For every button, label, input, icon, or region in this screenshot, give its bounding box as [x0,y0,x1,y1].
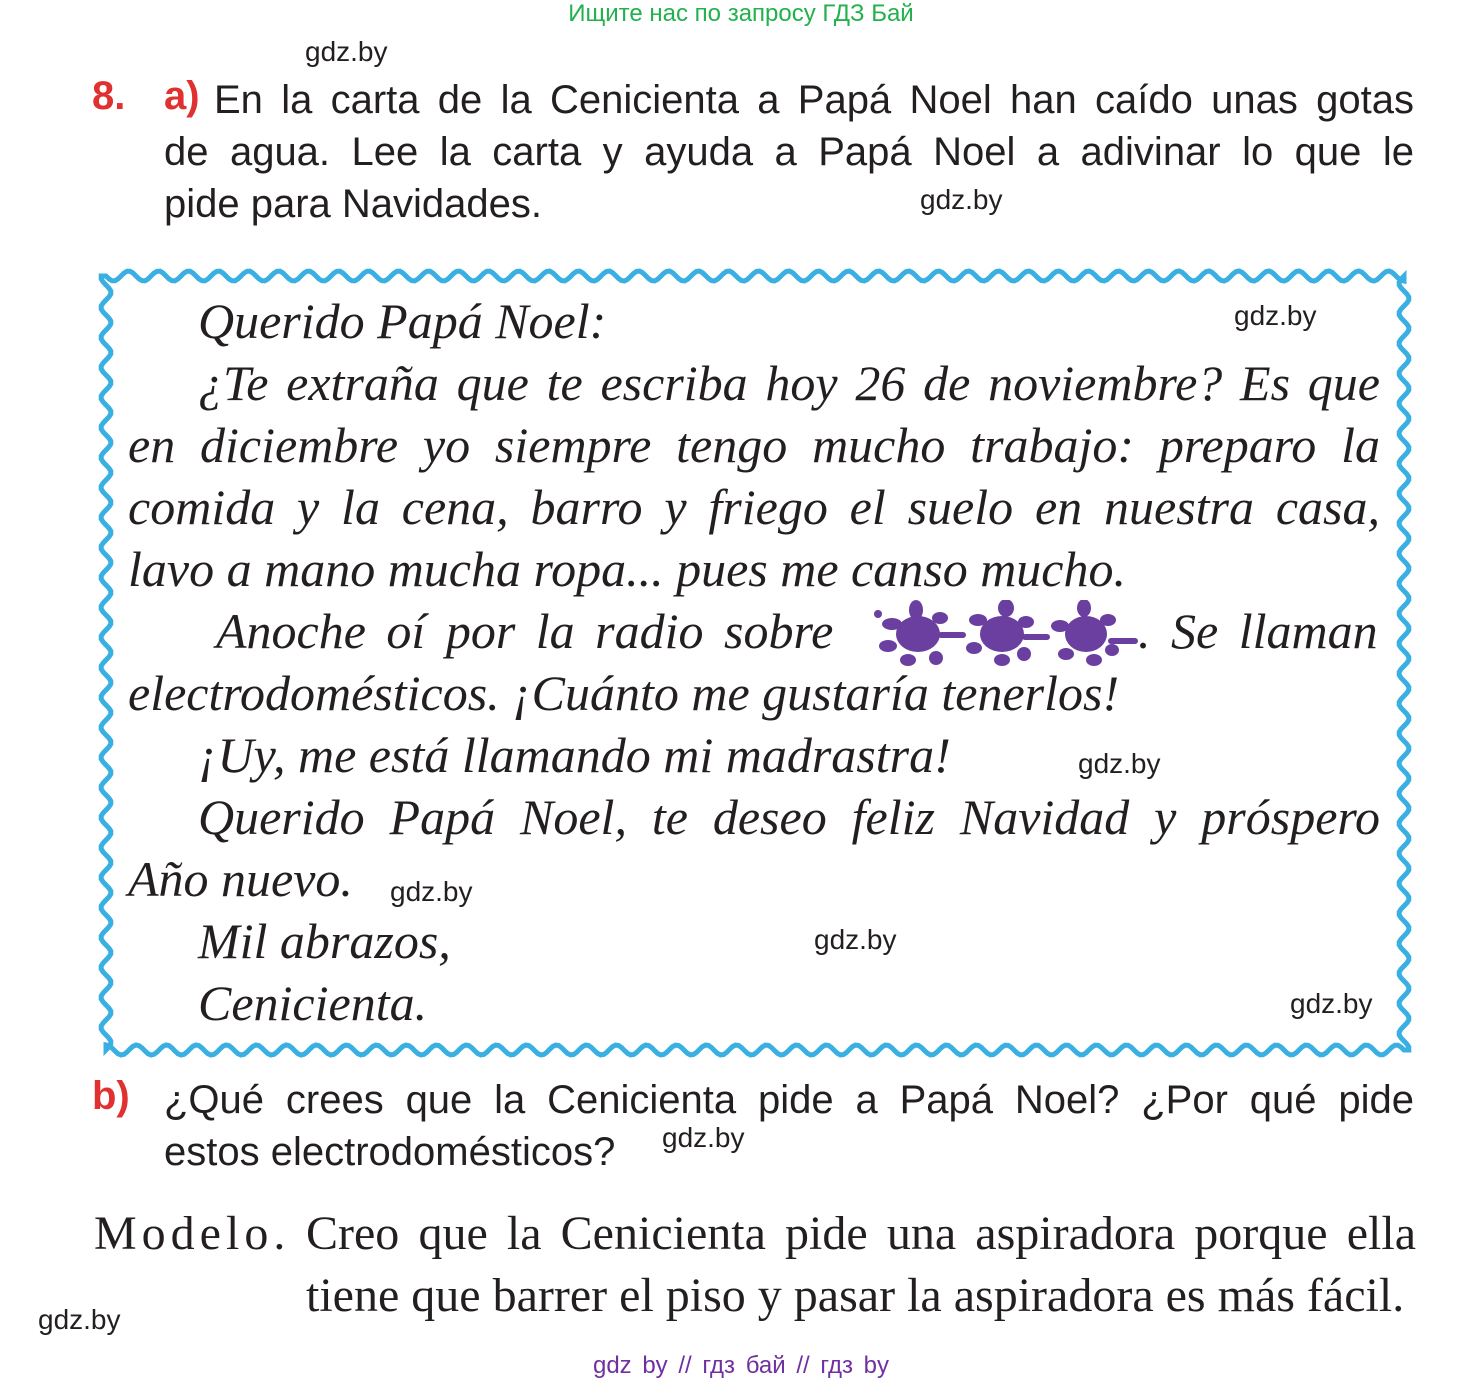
watermark: gdz.by [305,36,388,67]
letter-signature: Cenicienta. [198,975,428,1031]
part-b-line-2: estos electrodomésticos? [164,1130,616,1174]
letter-paragraph-2-line-2: electrodomésticos. ¡Cuánto me gustaría tenerlos! [128,665,1120,721]
letter-paragraph-1-line-2: en diciembre yo siempre tengo mucho trabajo: preparo la [128,417,1380,473]
letter-paragraph-1-line-3: comida y la cena, barro y friego el suelo en nuestra casa, [128,479,1380,535]
letter-closing: Mil abrazos, [198,913,451,969]
part-b-line-1: ¿Qué crees que la Cenicienta pide a Papá Noel? ¿Por qué pide [164,1078,1414,1122]
part-a-line-2: de agua. Lee la carta y ayuda a Papá Noel a adivinar lo que le [164,130,1414,174]
watermark: gdz.by [390,876,473,907]
letter-paragraph-4-line-2: Año nuevo. [128,851,353,907]
watermark: gdz.by [920,184,1003,215]
letter-greeting: Querido Papá Noel: [198,293,607,349]
site-banner: Ищите нас по запросу ГДЗ Бай [568,0,914,27]
part-a-label: a) [164,74,200,118]
watermark: gdz.by [662,1122,745,1153]
model-label: Modelo. [94,1207,291,1260]
watermark: gdz.by [1078,748,1161,779]
letter-paragraph-1-line-1: ¿Te extraña que te escriba hoy 26 de noviembre? Es que [198,355,1380,411]
part-a-line-3: pide para Navidades. [164,182,543,226]
letter-paragraph-4-line-1: Querido Papá Noel, te deseo feliz Navidad y próspero [198,789,1380,845]
watermark: gdz.by [38,1304,121,1335]
exercise-number: 8. [92,74,126,118]
part-b-label: b) [92,1074,130,1118]
watermark: gdz.by [1290,988,1373,1019]
part-a-line-1: En la carta de la Cenicienta a Papá Noel han caído unas gotas [214,78,1414,122]
letter-paragraph-2-end: . Se llaman [1138,603,1378,659]
footer-watermark: gdz by // гдз бай // гдз by [592,1352,890,1379]
water-drop-blot [872,600,1142,670]
letter-paragraph-2-start: Anoche oí por la radio sobre [216,603,834,659]
letter-paragraph-1-line-4: lavo a mano mucha ropa... pues me canso mucho. [128,541,1126,597]
model-line-2: tiene que barrer el piso y pasar la aspiradora es más fácil. [306,1269,1405,1322]
letter-paragraph-3: ¡Uy, me está llamando mi madrastra! [198,727,951,783]
watermark: gdz.by [1234,300,1317,331]
model-line-1: Creo que la Cenicienta pide una aspiradora porque ella [306,1207,1416,1260]
watermark: gdz.by [814,924,897,955]
